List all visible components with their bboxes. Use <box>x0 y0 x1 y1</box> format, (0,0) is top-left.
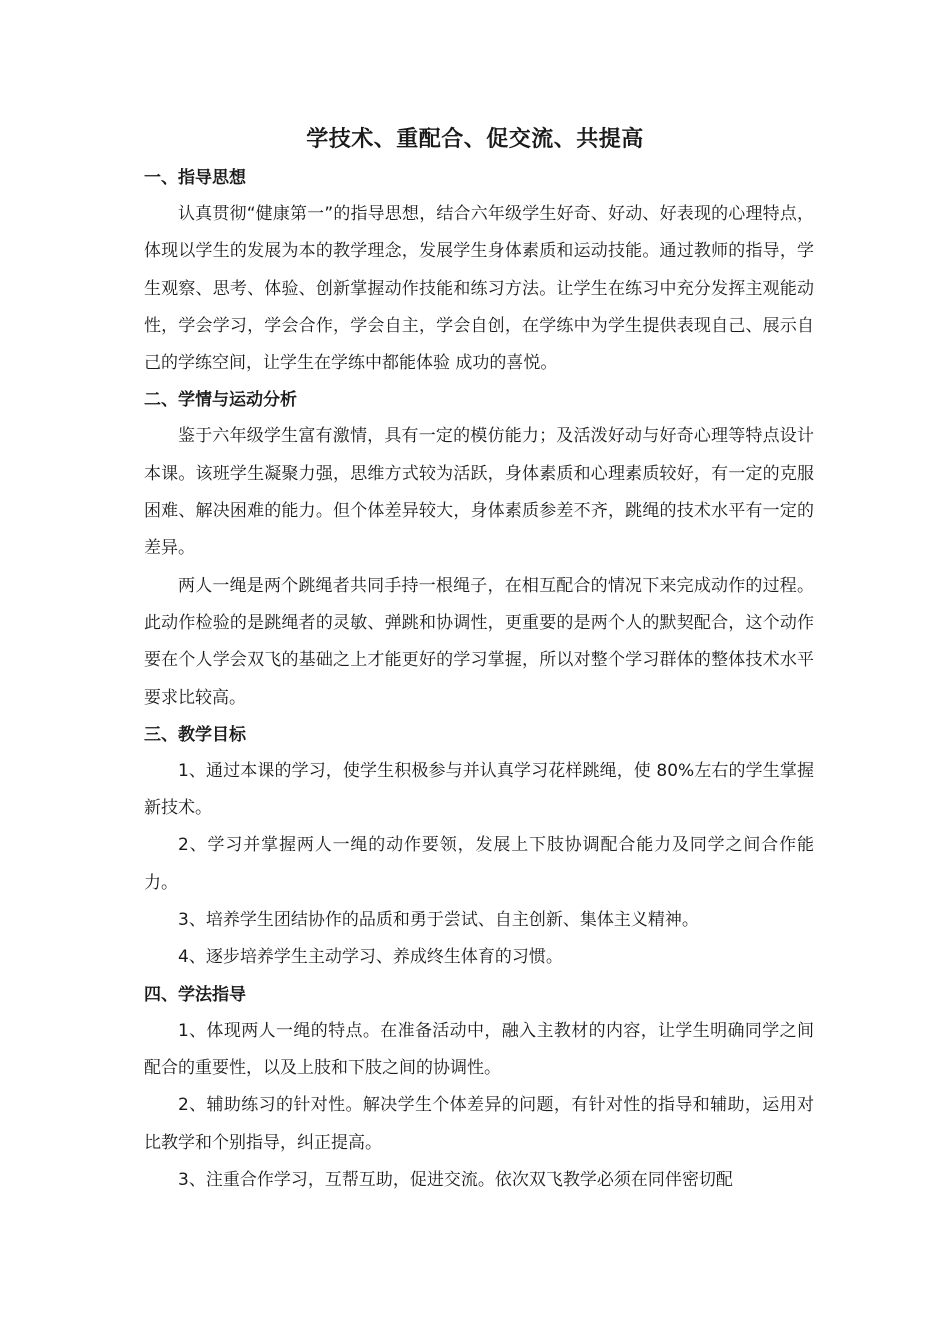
paragraph: 2、学习并掌握两人一绳的动作要领，发展上下肢协调配合能力及同学之间合作能力。 <box>144 835 814 893</box>
section-heading: 二、学情与运动分析 <box>144 390 297 411</box>
section-teaching-goals <box>144 717 814 977</box>
paragraph: 3、注重合作学习，互帮互助，促进交流。依次双飞教学必须在同伴密切配 <box>178 1169 733 1190</box>
paragraph: 3、培养学生团结协作的品质和勇于尝试、自主创新、集体主义精神。 <box>178 910 699 931</box>
paragraph: 认真贯彻“健康第一”的指导思想，结合六年级学生好奇、好动、好表现的心理特点，体现以学生的发展为本的教学理念，发展学生身体素质和运动技能。通过教师的指导，学生观察、思考、体验、创新掌握动作技能和练习方法。让学生在练习中充分发挥主观能动性，学会学习，学会合作，学会自主，学会自创，在学练中为学生提供表现自己、展示自己的学练空间，让学生在学练中都能体验 成功的喜悦。 <box>144 204 814 374</box>
document-body <box>144 160 814 1199</box>
section-learning-analysis <box>144 382 814 716</box>
paragraph: 1、体现两人一绳的特点。在准备活动中，融入主教材的内容，让学生明确同学之间配合的重要性，以及上肢和下肢之间的协调性。 <box>144 1020 814 1078</box>
paragraph: 1、通过本课的学习，使学生积极参与并认真学习花样跳绳，使 80%左右的学生掌握新技术。 <box>144 760 814 819</box>
paragraph: 两人一绳是两个跳绳者共同手持一根绳子，在相互配合的情况下来完成动作的过程。此动作检验的是跳绳者的灵敏、弹跳和协调性，更重要的是两个人的默契配合，这个动作要在个人学会双飞的基础之上才能更好的学习掌握，所以对整个学习群体的整体技术水平要求比较高。 <box>144 575 814 708</box>
section-heading: 三、教学目标 <box>144 724 246 745</box>
section-heading: 四、学法指导 <box>144 984 246 1005</box>
paragraph: 4、逐步培养学生主动学习、养成终生体育的习惯。 <box>178 947 563 968</box>
section-study-method <box>144 977 814 1199</box>
paragraph: 鉴于六年级学生富有激情，具有一定的模仿能力；及活泼好动与好奇心理等特点设计本课。该班学生凝聚力强，思维方式较为活跃，身体素质和心理素质较好，有一定的克服困难、解决困难的能力。但个体差异较大，身体素质参差不齐，跳绳的技术水平有一定的差异。 <box>144 426 814 559</box>
paragraph: 2、辅助练习的针对性。解决学生个体差异的问题，有针对性的指导和辅助，运用对比教学和个别指导，纠正提高。 <box>144 1095 814 1153</box>
section-guiding-ideology <box>144 160 814 382</box>
document-title: 学技术、重配合、促交流、共提高 <box>306 127 644 152</box>
section-heading: 一、指导思想 <box>144 168 246 188</box>
